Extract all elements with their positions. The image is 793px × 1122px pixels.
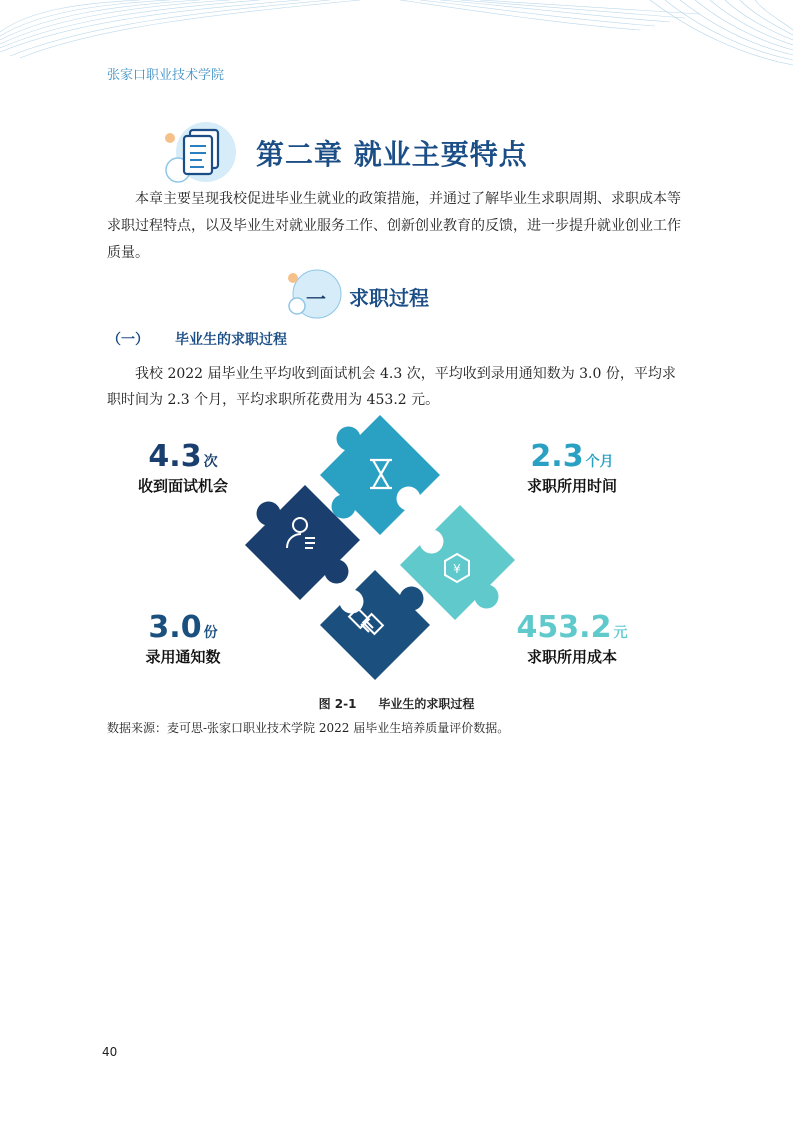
subsection-heading <box>107 329 287 349</box>
metric-cost-label: 求职所用成本 <box>526 648 617 666</box>
puzzle-piece-duration <box>320 415 440 535</box>
metric-interviews-value: 4.3 <box>148 439 202 474</box>
metric-offers-label: 录用通知数 <box>145 648 221 666</box>
puzzle-piece-offers <box>320 570 430 680</box>
body-paragraph: 我校 2022 届毕业生平均收到面试机会 4.3 次，平均收到录用通知数为 3.0 份，平均求职时间为 2.3 个月，平均求职所花费用为 453.2 元。 <box>107 366 676 408</box>
metric-duration-unit: 个月 <box>585 454 614 470</box>
subsection-title: 毕业生的求职过程 <box>175 332 287 348</box>
metric-interviews-unit: 次 <box>203 454 218 470</box>
running-header-title: 张家口职业技术学院 <box>107 68 225 83</box>
section-title: 求职过程 <box>349 286 429 310</box>
svg-text:¥: ¥ <box>453 562 461 576</box>
metric-cost-value: 453.2 <box>516 610 612 645</box>
metric-offers-value: 3.0 <box>148 610 202 645</box>
figure-title: 毕业生的求职过程 <box>378 697 475 711</box>
metric-interviews <box>128 441 238 496</box>
metric-duration <box>512 441 632 496</box>
intro-paragraph: 本章主要呈现我校促进毕业生就业的政策措施，并通过了解毕业生求职周期、求职成本等求职过程特点，以及毕业生对就业服务工作、创新创业教育的反馈，进一步提升就业创业工作质量。 <box>107 191 681 261</box>
metric-interviews-label: 收到面试机会 <box>137 477 228 495</box>
subsection-index: （一） <box>107 332 149 348</box>
metric-offers-unit: 份 <box>203 625 218 641</box>
metric-offers <box>128 612 238 667</box>
metric-cost <box>512 612 632 667</box>
page-number: 40 <box>102 1045 118 1059</box>
source-note: 数据来源：麦可思-张家口职业技术学院 2022 届毕业生培养质量评价数据。 <box>107 721 510 735</box>
metric-duration-label: 求职所用时间 <box>526 477 617 495</box>
figure-caption <box>0 695 793 712</box>
figure-number: 图 2-1 <box>318 697 357 711</box>
chapter-title: 第二章 就业主要特点 <box>256 138 528 171</box>
metric-duration-value: 2.3 <box>530 439 584 474</box>
document-icon <box>160 118 246 190</box>
section-number: 一 <box>306 287 326 311</box>
metric-cost-unit: 元 <box>613 625 628 641</box>
puzzle-graphic <box>235 410 525 690</box>
